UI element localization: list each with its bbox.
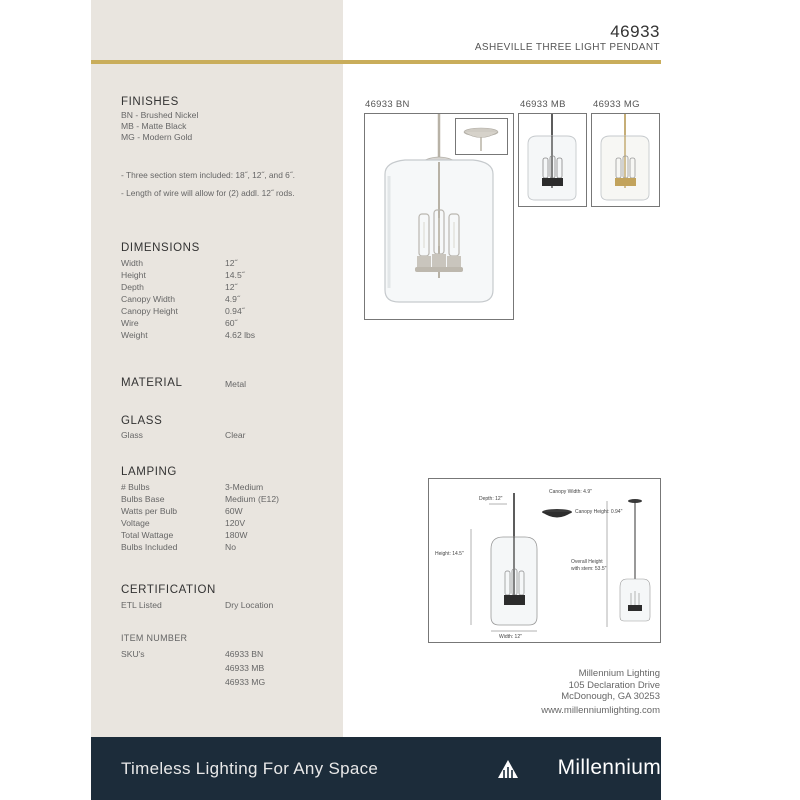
- finish-item: BN - Brushed Nickel: [121, 110, 199, 120]
- certification-heading: CERTIFICATION: [121, 584, 216, 596]
- dimension-value: 0.94˝: [225, 306, 245, 316]
- lamping-value: Medium (E12): [225, 494, 279, 504]
- wire-note: - Length of wire will allow for (2) addl. 12˝ rods.: [121, 188, 295, 198]
- finish-item: MB - Matte Black: [121, 121, 187, 131]
- canopy-height-label: Canopy Height: 0.94": [575, 509, 623, 515]
- dimension-value: 4.62 lbs: [225, 330, 256, 340]
- overall-height-label: Overall Height: [571, 559, 603, 565]
- material-value: Metal: [225, 379, 247, 389]
- sku-value: 46933 MG: [225, 677, 266, 687]
- lamping-label: Voltage: [121, 518, 150, 528]
- overall-height-label-2: with stem: 53.5": [571, 566, 607, 572]
- width-label: Width: 12": [499, 634, 522, 640]
- dimension-drawing: [429, 479, 660, 642]
- lamping-label: Bulbs Included: [121, 542, 178, 552]
- photo-label-mb: 46933 MB: [520, 99, 566, 110]
- footer-bar: [91, 737, 661, 800]
- glass-label: Glass: [121, 430, 143, 440]
- photo-label-mg: 46933 MG: [593, 99, 640, 110]
- material-heading: MATERIAL: [121, 377, 183, 389]
- finish-item: MG - Modern Gold: [121, 132, 193, 142]
- dimension-diagram: [428, 478, 661, 643]
- sku-value: 46933 BN: [225, 649, 264, 659]
- gold-divider: [91, 60, 661, 64]
- canopy-image: [456, 119, 507, 154]
- finishes-heading: FINISHES: [121, 96, 179, 108]
- dimension-value: 12˝: [225, 258, 238, 268]
- footer-brand-name: Millennium: [557, 756, 661, 779]
- dimension-label: Wire: [121, 318, 139, 328]
- dimension-value: 60˝: [225, 318, 238, 328]
- model-number: 46933: [610, 22, 660, 41]
- dimensions-heading: DIMENSIONS: [121, 242, 200, 254]
- dimension-value: 12˝: [225, 282, 238, 292]
- lamping-value: No: [225, 542, 236, 552]
- dimension-label: Weight: [121, 330, 148, 340]
- lamping-label: # Bulbs: [121, 482, 150, 492]
- company-address-1: 105 Declaration Drive: [568, 680, 660, 691]
- model-name: ASHEVILLE THREE LIGHT PENDANT: [474, 42, 660, 53]
- company-website[interactable]: www.millenniumlighting.com: [541, 705, 660, 716]
- glass-value: Clear: [225, 430, 246, 440]
- dimension-label: Depth: [121, 282, 144, 292]
- product-photo-mb: [518, 113, 587, 207]
- millennium-logo-icon: [497, 758, 519, 780]
- pendant-modern-gold-image: [592, 114, 659, 206]
- company-address-2: McDonough, GA 30253: [561, 691, 660, 702]
- lamping-value: 3-Medium: [225, 482, 264, 492]
- dimension-value: 4.9˝: [225, 294, 240, 304]
- dimension-label: Canopy Height: [121, 306, 178, 316]
- glass-heading: GLASS: [121, 415, 163, 427]
- certification-label: ETL Listed: [121, 600, 162, 610]
- height-label: Height: 14.5": [435, 551, 464, 557]
- sku-value: 46933 MB: [225, 663, 265, 673]
- photo-label-bn: 46933 BN: [365, 99, 410, 110]
- dimension-label: Width: [121, 258, 143, 268]
- canopy-width-label: Canopy Width: 4.9": [549, 489, 592, 495]
- dimension-label: Canopy Width: [121, 294, 175, 304]
- lamping-label: Watts per Bulb: [121, 506, 178, 516]
- lamping-value: 180W: [225, 530, 248, 540]
- stem-note: - Three section stem included: 18˝, 12˝, and 6˝.: [121, 170, 295, 180]
- pendant-matte-black-image: [519, 114, 586, 206]
- certification-value: Dry Location: [225, 600, 274, 610]
- lamping-label: Bulbs Base: [121, 494, 165, 504]
- product-photo-mg: [591, 113, 660, 207]
- canopy-inset-photo: [455, 118, 508, 155]
- sku-label: SKU's: [121, 649, 145, 659]
- dimension-value: 14.5˝: [225, 270, 245, 280]
- lamping-value: 120V: [225, 518, 246, 528]
- footer-tagline: Timeless Lighting For Any Space: [121, 759, 379, 778]
- lamping-heading: LAMPING: [121, 466, 177, 478]
- company-name: Millennium Lighting: [578, 668, 660, 679]
- lamping-label: Total Wattage: [121, 530, 174, 540]
- depth-label: Depth: 12": [479, 496, 503, 502]
- dimension-label: Height: [121, 270, 146, 280]
- item-number-heading: ITEM NUMBER: [121, 633, 188, 643]
- lamping-value: 60W: [225, 506, 243, 516]
